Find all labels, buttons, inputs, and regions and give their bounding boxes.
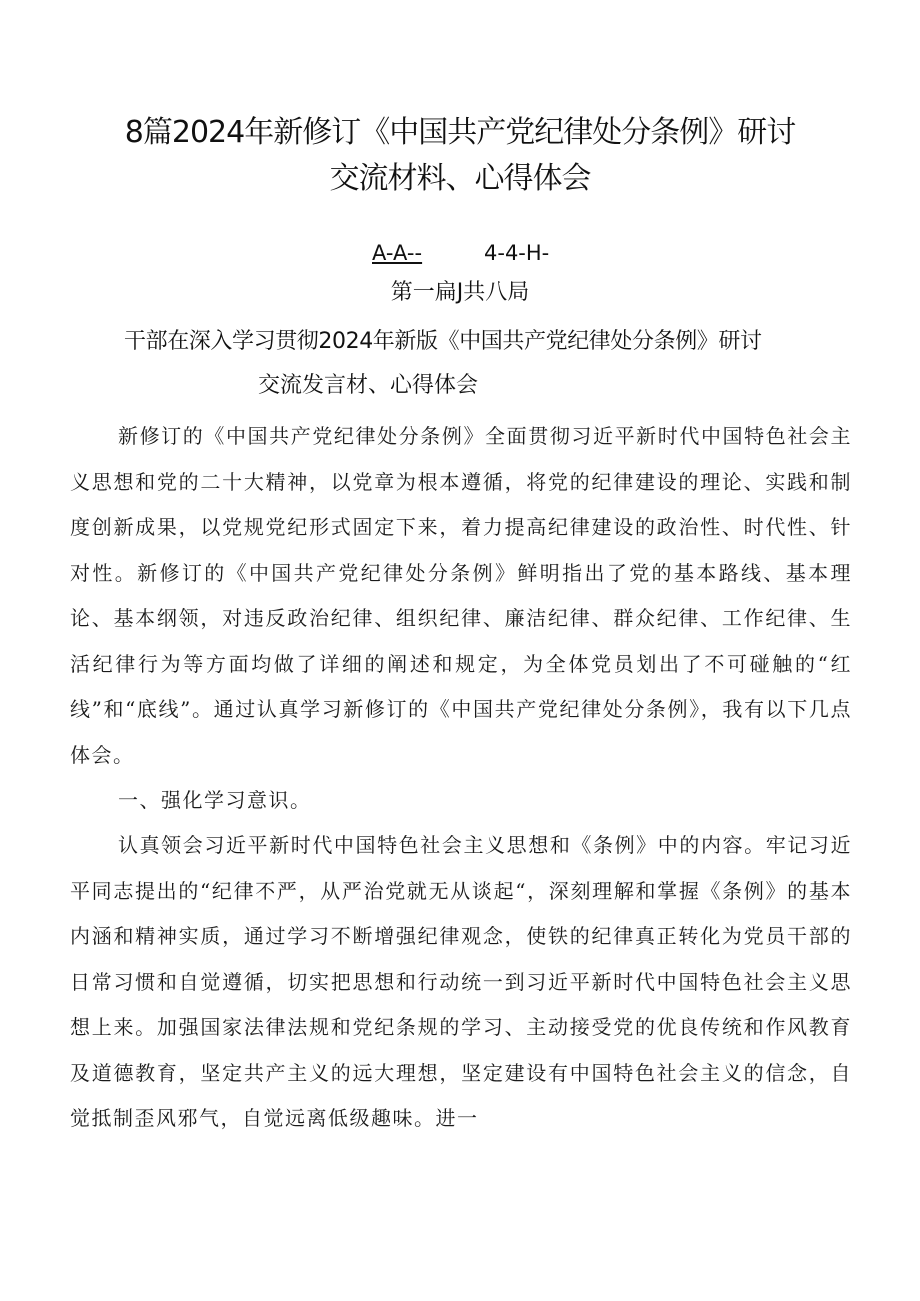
article-subtitle-line-2: 交流发言材、心得体会: [258, 373, 479, 398]
section-marker-left: A-A--: [372, 241, 423, 265]
document-title-line-2: 交流材料、心得体会: [329, 161, 591, 196]
article-subtitle-line-1: 干部在深入学习贯彻2024年新版《中国共产党纪律处分条例》研讨: [124, 329, 762, 354]
body-paragraph-2: 认真领会习近平新时代中国特色社会主义思想和《条例》中的内容。牢记习近平同志提出的“纪律不严，从严治党就无从谈起“，深刻理解和掌握《条例》的基本内涵和精神实质，通过学习不断增强纪律观念，使铁的纪律真正转化为党员干部的日常习惯和自觉遵循，切实把思想和行动统一到习近平新时代中国特色社会主义思想上来。加强国家法律法规和党纪条规的学习、主动接受党的优良传统和作风教育及道德教育，坚定共产主义的远大理想，坚定建设有中国特色社会主义的信念，自觉抵制歪风邪气，自觉远离低级趣味。进一: [70, 833, 852, 1130]
body-paragraph-1: 新修订的《中国共产党纪律处分条例》全面贯彻习近平新时代中国特色社会主义思想和党的二十大精神，以党章为根本遵循，将党的纪律建设的理论、实践和制度创新成果，以党规党纪形式固定下来，着力提高纪律建设的政治性、时代性、针对性。新修订的《中国共产党纪律处分条例》鲜明指出了党的基本路线、基本理论、基本纲领，对违反政治纪律、组织纪律、廉洁纪律、群众纪律、工作纪律、生活纪律行为等方面均做了详细的阐述和规定，为全体党员划出了不可碰触的“红线”和“底线”。通过认真学习新修订的《中国共产党纪律处分条例》，我有以下几点体会。: [70, 424, 852, 767]
section-heading-1: 一、强化学习意识。: [118, 788, 312, 812]
section-marker-right: 4-4-H-: [484, 241, 550, 265]
part-label: 第一扁J共八局: [390, 280, 530, 305]
document-title-line-1: 8篇2024年新修订《中国共产党纪律处分条例》研讨: [124, 115, 796, 150]
